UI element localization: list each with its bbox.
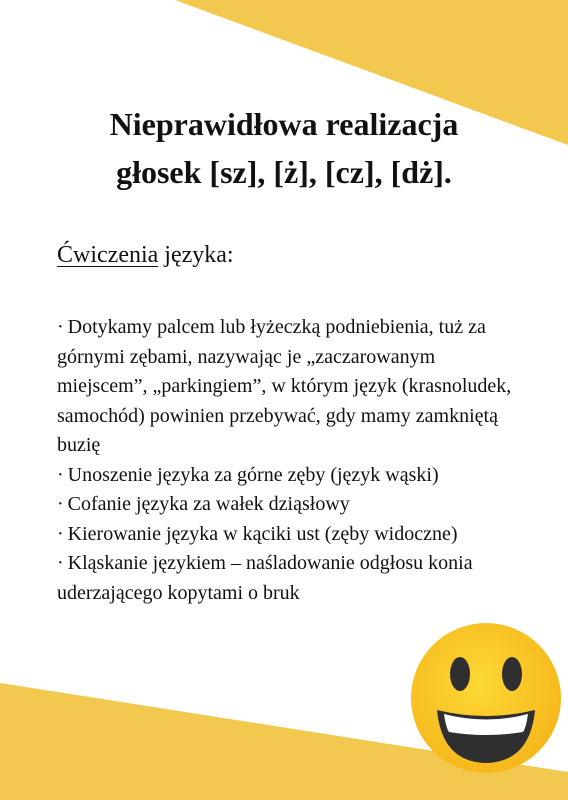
list-item [57,520,527,550]
bullet-icon: · [57,316,64,338]
exercise-text: Dotykamy palcem lub łyżeczką podniebienia, tuż za górnymi zębami, nazywając je „zaczarowanym miejscem”, „parkingiem”, w którym język (krasnoludek, samochód) powinien przebywać, gdy mamy zamkniętą buzię [57,316,512,456]
bullet-icon: · [57,493,64,515]
exercise-text: Kląskanie językiem – naśladowanie odgłosu konia uderzającego kopytami o bruk [57,552,473,604]
list-item [57,461,527,491]
grinning-face-icon [410,622,562,774]
bullet-icon: · [57,522,64,545]
section-heading [57,240,234,270]
title-line-2: głosek [sz], [ż], [cz], [dż]. [116,154,452,190]
exercise-text: Kierowanie języka w kąciki ust (zęby widoczne) [67,522,458,545]
title-line-1: Nieprawidłowa realizacja [109,106,459,142]
page-title [0,100,568,196]
list-item [57,490,527,520]
section-heading-rest: języka: [158,242,234,268]
exercise-list [57,313,527,608]
section-heading-underlined: Ćwiczenia [57,242,159,268]
list-item [57,313,527,461]
bullet-icon: · [57,463,64,486]
exercise-text: Unoszenie języka za górne zęby (język wąski) [67,463,439,486]
exercise-text: Cofanie języka za wałek dziąsłowy [67,493,350,515]
bullet-icon: · [57,552,64,574]
list-item [57,549,527,608]
